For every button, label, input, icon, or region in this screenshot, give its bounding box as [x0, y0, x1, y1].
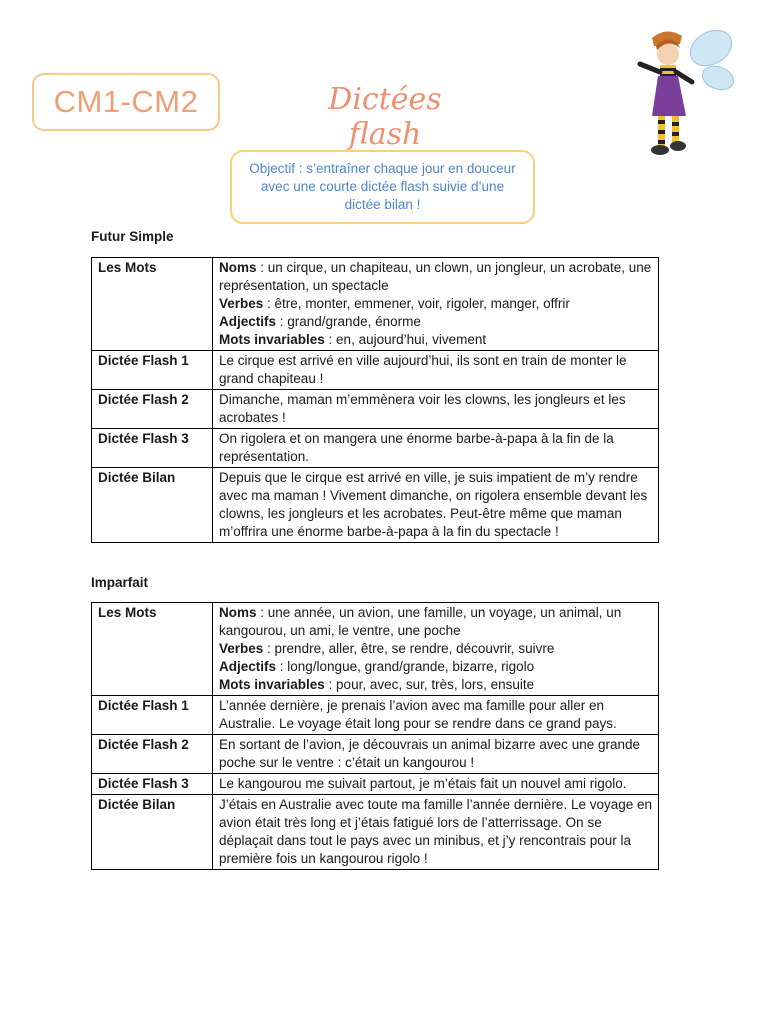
table-row [92, 696, 659, 735]
adjectifs-text: : long/longue, grand/grande, bizarre, rigolo [276, 659, 535, 674]
row-label: Dictée Bilan [92, 468, 213, 543]
row-text: Depuis que le cirque est arrivé en ville, je suis impatient de m’y rendre avec ma maman ! Vivement dimanche, on rigolera ensemble devant les clowns, les jongleurs et les acrobates. Peut-être même que maman m’offrira une énorme barbe-à-papa à la fin du spectacle ! [213, 468, 659, 543]
verbes-label: Verbes [219, 641, 264, 656]
row-label: Dictée Flash 3 [92, 774, 213, 795]
level-badge: CM1-CM2 [32, 73, 220, 131]
table-row [92, 390, 659, 429]
table-row [92, 774, 659, 795]
fairy-mascot-illustration [626, 20, 738, 160]
table-row [92, 735, 659, 774]
row-text: On rigolera et on mangera une énorme barbe-à-papa à la fin de la représentation. [213, 429, 659, 468]
invariables-text: : en, aujourd’hui, vivement [324, 332, 487, 347]
row-label: Les Mots [92, 258, 213, 351]
row-text: Dimanche, maman m’emmènera voir les clowns, les jongleurs et les acrobates ! [213, 390, 659, 429]
row-label: Dictée Flash 3 [92, 429, 213, 468]
table-row [92, 468, 659, 543]
row-label: Dictée Flash 2 [92, 390, 213, 429]
row-label: Dictée Flash 2 [92, 735, 213, 774]
invariables-label: Mots invariables [219, 677, 325, 692]
row-text: Le kangourou me suivait partout, je m’étais fait un nouvel ami rigolo. [213, 774, 659, 795]
objective-text: Objectif : s’entraîner chaque jour en douceur avec une courte dictée flash suivie d’une dictée bilan ! [249, 161, 516, 212]
noms-text: : un cirque, un chapiteau, un clown, un jongleur, un acrobate, une représentation, un spectacle [219, 260, 652, 293]
row-label: Dictée Bilan [92, 795, 213, 870]
table-row [92, 795, 659, 870]
adjectifs-label: Adjectifs [219, 659, 277, 674]
futur-table [91, 257, 659, 543]
mots-cell [213, 258, 659, 351]
adjectifs-label: Adjectifs [219, 314, 277, 329]
section-title-futur: Futur Simple [91, 229, 174, 244]
row-text: Le cirque est arrivé en ville aujourd’hui, ils sont en train de monter le grand chapiteau ! [213, 351, 659, 390]
row-text: J’étais en Australie avec toute ma famille l’année dernière. Le voyage en avion était très long et j’étais fatigué lors de l’atterrissage. On se déplaçait dans tout le pays avec un minibus, et j’y rencontrais pour la première fois un kangourou rigolo ! [213, 795, 659, 870]
invariables-text: : pour, avec, sur, très, lors, ensuite [324, 677, 535, 692]
verbes-text: : prendre, aller, être, se rendre, découvrir, suivre [263, 641, 555, 656]
objective-box [230, 150, 535, 224]
noms-label: Noms [219, 260, 257, 275]
row-label: Dictée Flash 1 [92, 696, 213, 735]
table-row [92, 258, 659, 351]
mots-cell [213, 603, 659, 696]
table-row [92, 429, 659, 468]
adjectifs-text: : grand/grande, énorme [276, 314, 421, 329]
page-title: Dictées flash [328, 82, 442, 152]
verbes-label: Verbes [219, 296, 264, 311]
section-title-imparfait: Imparfait [91, 575, 149, 590]
table-row [92, 603, 659, 696]
row-label: Les Mots [92, 603, 213, 696]
invariables-label: Mots invariables [219, 332, 325, 347]
noms-label: Noms [219, 605, 257, 620]
imparfait-table [91, 602, 659, 870]
verbes-text: : être, monter, emmener, voir, rigoler, manger, offrir [263, 296, 570, 311]
row-text: L’année dernière, je prenais l’avion avec ma famille pour aller en Australie. Le voyage était long pour se rendre dans ce grand pays. [213, 696, 659, 735]
row-text: En sortant de l’avion, je découvrais un animal bizarre avec une grande poche sur le ventre : c’était un kangourou ! [213, 735, 659, 774]
row-label: Dictée Flash 1 [92, 351, 213, 390]
noms-text: : une année, un avion, une famille, un voyage, un animal, un kangourou, un ami, le ventre, une poche [219, 605, 622, 638]
table-row [92, 351, 659, 390]
